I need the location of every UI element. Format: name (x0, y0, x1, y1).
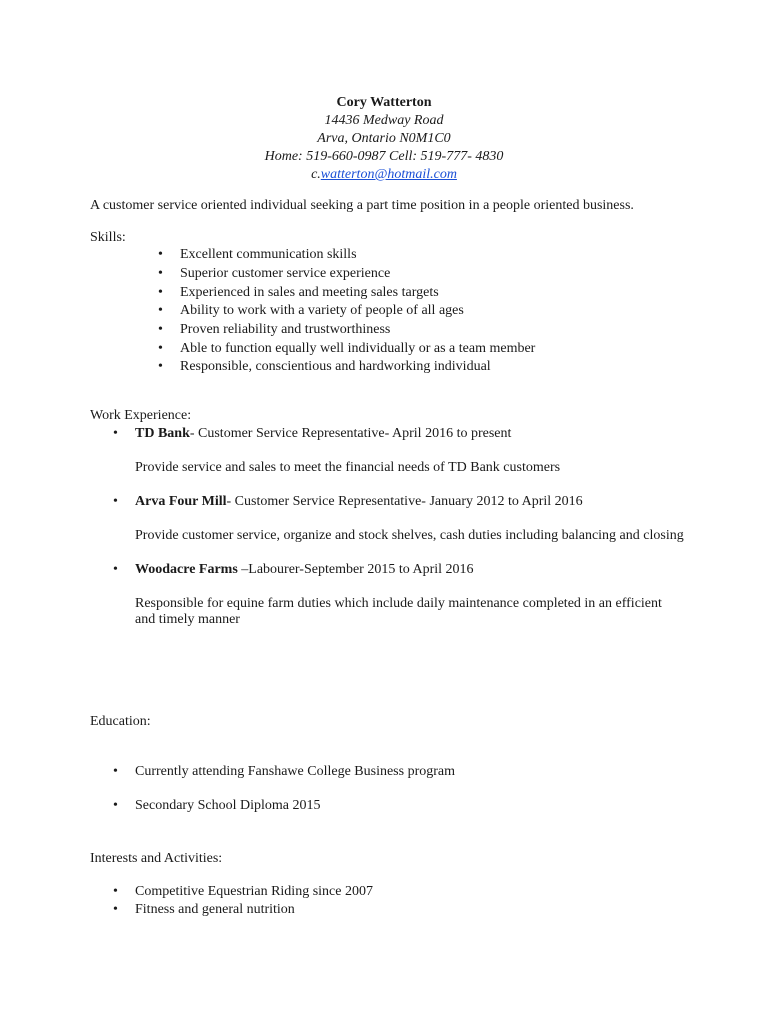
job-description: Responsible for equine farm duties which include daily maintenance completed in an efficient (135, 596, 662, 611)
objective-text: A customer service oriented individual seeking a part time position in a people oriented business. (90, 198, 634, 213)
bullet-icon: • (113, 562, 118, 577)
job-description: and timely manner (135, 612, 240, 627)
job-detail: - Customer Service Representative- January 2012 to April 2016 (226, 494, 583, 509)
skill-item: Experienced in sales and meeting sales targets (180, 285, 439, 300)
email-prefix: c. (311, 167, 321, 182)
email-link[interactable]: watterton@hotmail.com (320, 167, 457, 182)
address-line-2: Arva, Ontario N0M1C0 (317, 131, 451, 146)
bullet-icon: • (158, 341, 163, 356)
bullet-icon: • (113, 494, 118, 509)
job-employer: TD Bank (135, 426, 190, 441)
skill-item: Able to function equally well individually or as a team member (180, 341, 536, 356)
bullet-icon: • (113, 884, 118, 899)
phone-numbers: Home: 519-660-0987 Cell: 519-777- 4830 (264, 149, 504, 164)
bullet-icon: • (113, 764, 118, 779)
skill-item: Responsible, conscientious and hardworking individual (180, 359, 491, 374)
bullet-icon: • (158, 303, 163, 318)
bullet-icon: • (158, 247, 163, 262)
resume-name: Cory Watterton (336, 95, 432, 110)
bullet-icon: • (158, 322, 163, 337)
skill-item: Proven reliability and trustworthiness (180, 322, 391, 337)
job-employer: Woodacre Farms (135, 562, 242, 577)
job-title-line (135, 561, 474, 578)
job-employer: Arva Four Mill (135, 494, 227, 509)
bullet-icon: • (113, 902, 118, 917)
education-item: Currently attending Fanshawe College Business program (135, 764, 455, 779)
job-description: Provide service and sales to meet the financial needs of TD Bank customers (135, 460, 561, 475)
education-item: Secondary School Diploma 2015 (135, 798, 321, 813)
bullet-icon: • (113, 426, 118, 441)
interests-heading: Interests and Activities: (90, 851, 223, 866)
job-description: Provide customer service, organize and stock shelves, cash duties including balancing and closing (135, 528, 684, 543)
skill-item: Superior customer service experience (180, 266, 391, 281)
interest-item: Competitive Equestrian Riding since 2007 (135, 884, 373, 899)
job-detail: –Labourer-September 2015 to April 2016 (241, 562, 474, 577)
bullet-icon: • (113, 798, 118, 813)
work-heading: Work Experience: (90, 408, 192, 423)
bullet-icon: • (158, 285, 163, 300)
job-title-line (135, 425, 511, 442)
email-line (0, 166, 768, 183)
interest-item: Fitness and general nutrition (135, 902, 295, 917)
address-line-1: 14436 Medway Road (324, 113, 444, 128)
bullet-icon: • (158, 359, 163, 374)
skills-heading: Skills: (90, 230, 126, 245)
skill-item: Ability to work with a variety of people of all ages (180, 303, 464, 318)
skill-item: Excellent communication skills (180, 247, 357, 262)
job-detail: - Customer Service Representative- April 2016 to present (189, 426, 512, 441)
job-title-line (135, 493, 583, 510)
education-heading: Education: (90, 714, 151, 729)
bullet-icon: • (158, 266, 163, 281)
